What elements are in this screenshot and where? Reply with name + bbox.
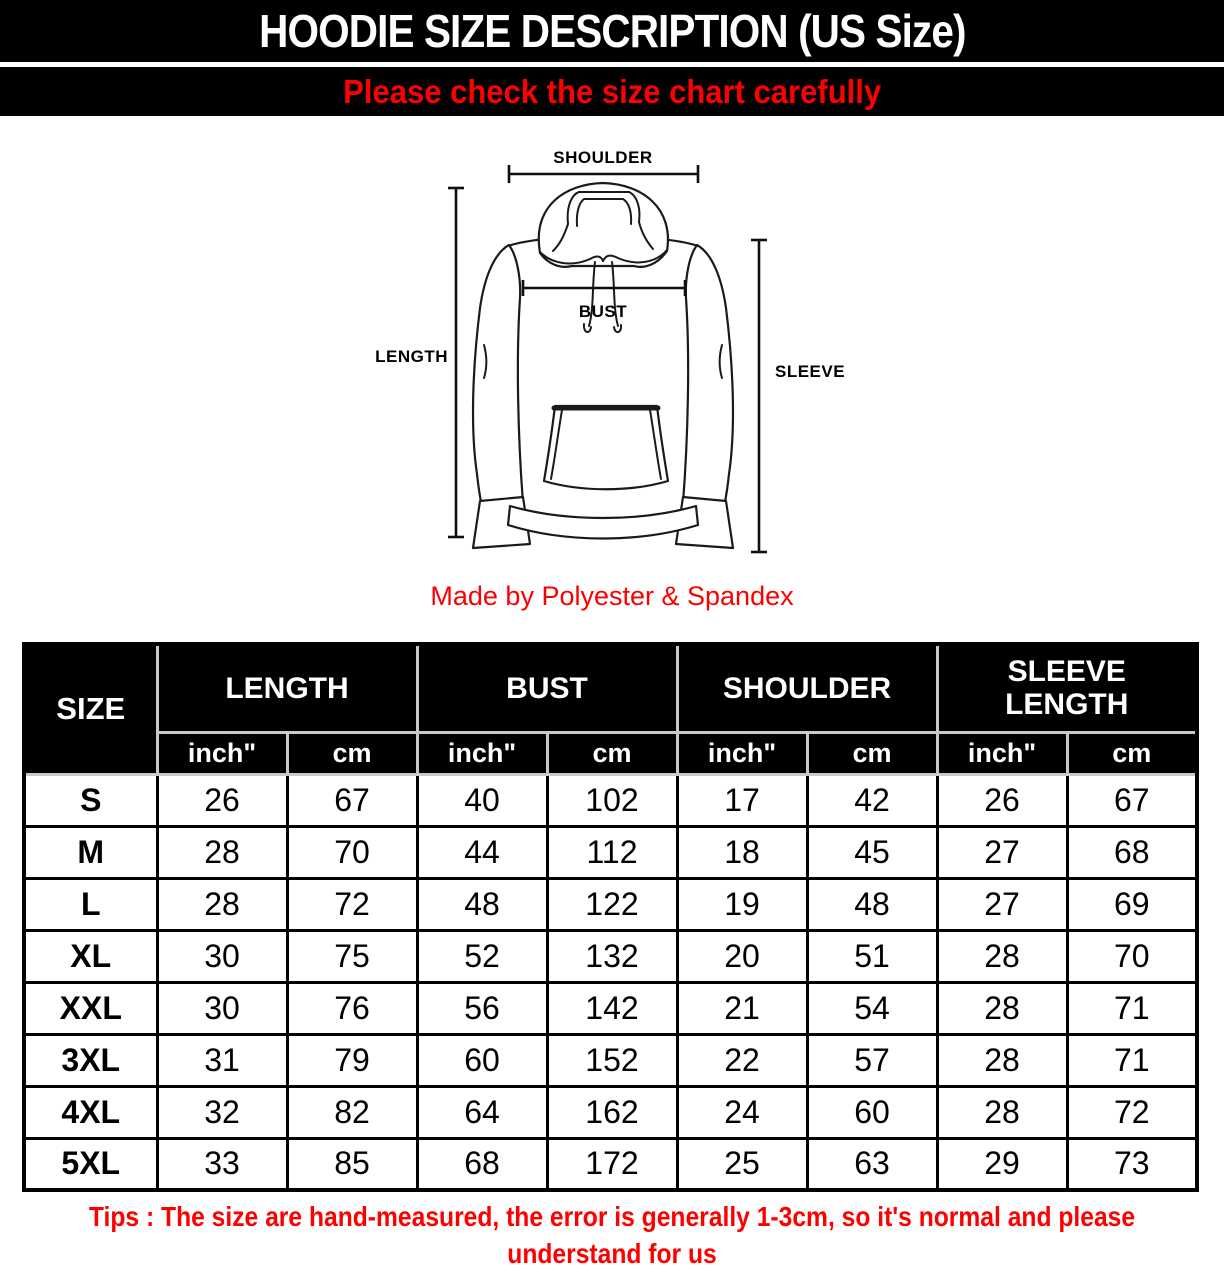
hoodie-outline <box>473 183 733 548</box>
length-cm-value: 82 <box>287 1086 417 1138</box>
group-header-length: LENGTH <box>157 644 417 732</box>
sleeve-cm-value: 72 <box>1067 1086 1197 1138</box>
length-cm-value: 75 <box>287 930 417 982</box>
sleeve-length-label: SLEEVE LENGTH <box>1005 655 1129 722</box>
unit-header-inch: inch" <box>417 732 547 774</box>
sleeve-inch-value: 28 <box>937 1034 1067 1086</box>
sleeve-inch-value: 28 <box>937 982 1067 1034</box>
length-inch-value: 28 <box>157 826 287 878</box>
sleeve-cm-value: 69 <box>1067 878 1197 930</box>
sleeve-cm-value: 71 <box>1067 1034 1197 1086</box>
sleeve-label: SLEEVE <box>775 362 846 381</box>
shoulder-cm-value: 45 <box>807 826 937 878</box>
sleeve-inch-value: 27 <box>937 878 1067 930</box>
bust-cm-value: 112 <box>547 826 677 878</box>
length-cm-value: 85 <box>287 1138 417 1190</box>
length-cm-value: 70 <box>287 826 417 878</box>
bust-inch-value: 40 <box>417 774 547 826</box>
sleeve-cm-value: 68 <box>1067 826 1197 878</box>
sleeve-inch-value: 28 <box>937 1086 1067 1138</box>
tips-line-1: Tips : The size are hand-measured, the error is generally 1-3cm, so it's normal and please <box>88 1201 1136 1232</box>
shoulder-label: SHOULDER <box>553 148 653 167</box>
length-inch-value: 30 <box>157 982 287 1034</box>
sleeve-inch-value: 27 <box>937 826 1067 878</box>
bust-cm-value: 162 <box>547 1086 677 1138</box>
size-column-header: SIZE <box>24 644 157 774</box>
hoodie-measurement-diagram <box>350 140 870 600</box>
unit-header-row <box>24 732 1197 774</box>
size-label: 4XL <box>24 1086 157 1138</box>
unit-header-inch: inch" <box>157 732 287 774</box>
bust-inch-value: 44 <box>417 826 547 878</box>
size-label: L <box>24 878 157 930</box>
sleeve-cm-value: 73 <box>1067 1138 1197 1190</box>
subtitle-banner <box>0 67 1224 116</box>
size-label: M <box>24 826 157 878</box>
bust-inch-value: 48 <box>417 878 547 930</box>
shoulder-cm-value: 54 <box>807 982 937 1034</box>
size-table <box>22 642 1199 1192</box>
group-header-bust: BUST <box>417 644 677 732</box>
bust-cm-value: 102 <box>547 774 677 826</box>
sleeve-inch-value: 26 <box>937 774 1067 826</box>
shoulder-cm-value: 63 <box>807 1138 937 1190</box>
shoulder-cm-value: 57 <box>807 1034 937 1086</box>
table-row-l <box>24 878 1197 930</box>
sleeve-inch-value: 28 <box>937 930 1067 982</box>
shoulder-inch-value: 18 <box>677 826 807 878</box>
sleeve-cm-value: 70 <box>1067 930 1197 982</box>
bust-cm-value: 172 <box>547 1138 677 1190</box>
sleeve-measure-line <box>751 240 767 552</box>
size-label: S <box>24 774 157 826</box>
unit-header-cm: cm <box>807 732 937 774</box>
tips-note <box>73 1198 1150 1272</box>
shoulder-inch-value: 24 <box>677 1086 807 1138</box>
length-inch-value: 30 <box>157 930 287 982</box>
table-row-5xl <box>24 1138 1197 1190</box>
shoulder-measure-line <box>509 165 698 183</box>
length-cm-value: 67 <box>287 774 417 826</box>
bust-inch-value: 52 <box>417 930 547 982</box>
length-cm-value: 72 <box>287 878 417 930</box>
size-label: XXL <box>24 982 157 1034</box>
unit-header-inch: inch" <box>677 732 807 774</box>
length-inch-value: 33 <box>157 1138 287 1190</box>
shoulder-cm-value: 42 <box>807 774 937 826</box>
bust-inch-value: 56 <box>417 982 547 1034</box>
table-row-4xl <box>24 1086 1197 1138</box>
group-header-shoulder: SHOULDER <box>677 644 937 732</box>
group-header-row <box>24 644 1197 732</box>
table-row-xl <box>24 930 1197 982</box>
shoulder-inch-value: 22 <box>677 1034 807 1086</box>
length-inch-value: 28 <box>157 878 287 930</box>
length-inch-value: 32 <box>157 1086 287 1138</box>
bust-inch-value: 64 <box>417 1086 547 1138</box>
shoulder-inch-value: 21 <box>677 982 807 1034</box>
table-row-s <box>24 774 1197 826</box>
material-caption: Made by Polyester & Spandex <box>430 581 794 611</box>
unit-header-cm: cm <box>1067 732 1197 774</box>
size-label: 5XL <box>24 1138 157 1190</box>
length-cm-value: 79 <box>287 1034 417 1086</box>
length-cm-value: 76 <box>287 982 417 1034</box>
page-subtitle: Please check the size chart carefully <box>343 72 881 110</box>
bust-cm-value: 152 <box>547 1034 677 1086</box>
shoulder-cm-value: 51 <box>807 930 937 982</box>
unit-header-inch: inch" <box>937 732 1067 774</box>
bust-label: BUST <box>578 302 628 321</box>
shoulder-cm-value: 60 <box>807 1086 937 1138</box>
sleeve-cm-value: 67 <box>1067 774 1197 826</box>
group-header-sleeve-length <box>937 644 1197 732</box>
unit-header-cm: cm <box>547 732 677 774</box>
table-row-m <box>24 826 1197 878</box>
bust-inch-value: 68 <box>417 1138 547 1190</box>
shoulder-inch-value: 19 <box>677 878 807 930</box>
length-inch-value: 31 <box>157 1034 287 1086</box>
sleeve-inch-value: 29 <box>937 1138 1067 1190</box>
shoulder-cm-value: 48 <box>807 878 937 930</box>
shoulder-inch-value: 17 <box>677 774 807 826</box>
shoulder-inch-value: 25 <box>677 1138 807 1190</box>
sleeve-cm-value: 71 <box>1067 982 1197 1034</box>
unit-header-cm: cm <box>287 732 417 774</box>
size-label: 3XL <box>24 1034 157 1086</box>
size-label: XL <box>24 930 157 982</box>
bust-cm-value: 122 <box>547 878 677 930</box>
bust-inch-value: 60 <box>417 1034 547 1086</box>
title-banner <box>0 0 1224 62</box>
table-row-xxl <box>24 982 1197 1034</box>
length-label: LENGTH <box>375 347 448 366</box>
shoulder-inch-value: 20 <box>677 930 807 982</box>
bust-cm-value: 132 <box>547 930 677 982</box>
page-title: HOODIE SIZE DESCRIPTION (US Size) <box>258 5 966 57</box>
bust-cm-value: 142 <box>547 982 677 1034</box>
length-inch-value: 26 <box>157 774 287 826</box>
length-measure-line <box>448 188 464 537</box>
table-row-3xl <box>24 1034 1197 1086</box>
tips-line-2: understand for us <box>507 1238 717 1269</box>
